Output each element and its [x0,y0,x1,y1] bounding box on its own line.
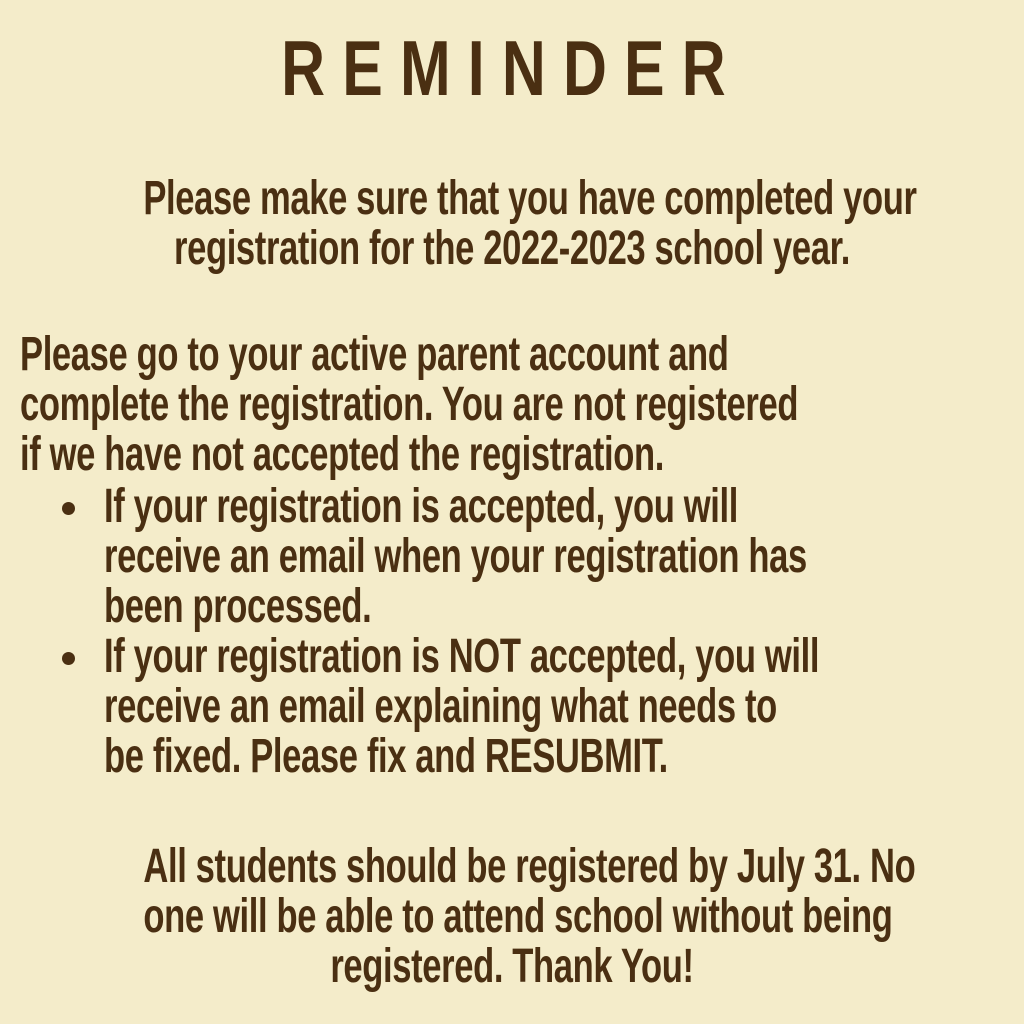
instructions-line: Please go to your active parent account and [20,328,729,381]
bullet-text [104,482,1024,632]
bullet-text [104,632,1024,782]
closing-line: All students should be registered by July 31. No [143,840,916,893]
closing-line: registered. Thank You! [330,940,694,993]
list-item [0,632,1024,782]
bullet-dot-icon [62,652,75,665]
list-item [0,482,1024,632]
intro-paragraph [0,174,1024,274]
closing-paragraph [0,842,1024,992]
closing-line: one will be able to attend school without being [143,890,893,943]
page-title: REMINDER [281,24,743,112]
bullet-dot-icon [62,502,75,515]
bullet-line: be fixed. Please fix and RESUBMIT. [104,730,668,783]
instructions-line: complete the registration. You are not registered [20,378,799,431]
bullet-line: If your registration is NOT accepted, you will [104,630,820,683]
intro-line: Please make sure that you have completed your [143,172,917,225]
intro-line: registration for the 2022-2023 school year. [173,222,851,275]
bullet-line: If your registration is accepted, you will [104,480,738,533]
bullet-line: receive an email when your registration has [104,530,807,583]
bullet-line: receive an email explaining what needs to [104,680,777,733]
bullet-list [0,482,1024,782]
instructions-line: if we have not accepted the registration. [20,428,664,481]
instructions-paragraph [20,330,1024,480]
bullet-line: been processed. [104,580,372,633]
